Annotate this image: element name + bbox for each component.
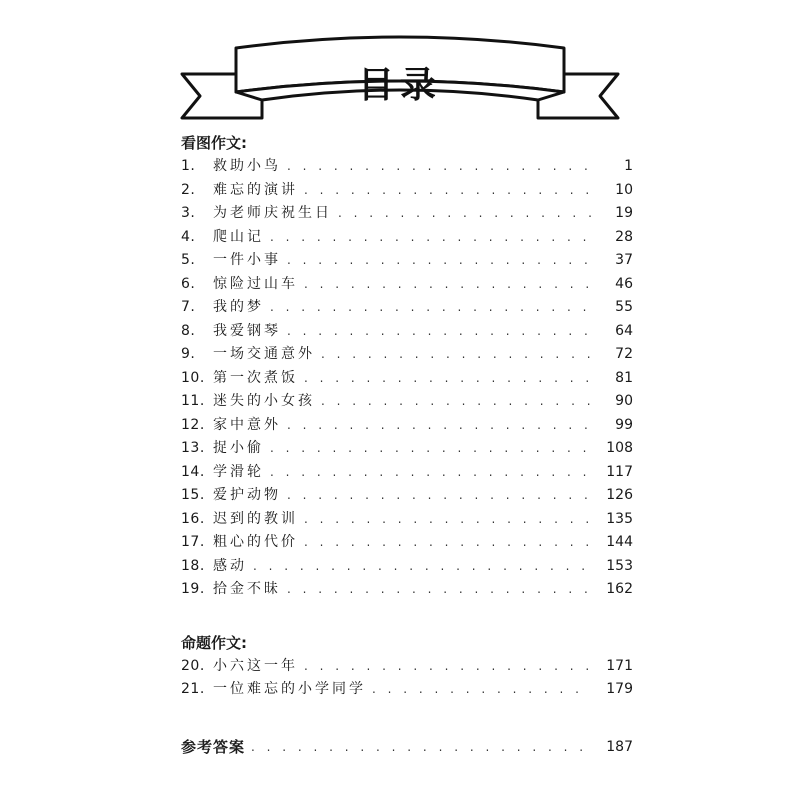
toc-entry-number: 11. — [181, 393, 205, 409]
dot-leader — [270, 226, 591, 250]
dot-leader — [321, 343, 591, 367]
toc-entry-page: 81 — [615, 369, 633, 386]
toc-entry[interactable] — [181, 578, 633, 602]
toc-entry-number: 14. — [181, 463, 205, 480]
section-list-topic-composition — [181, 655, 633, 702]
toc-entry-title: 为老师庆祝生日 — [213, 205, 332, 221]
toc-entry[interactable] — [181, 179, 633, 203]
toc-entry-page: 99 — [615, 416, 633, 433]
toc-entry-title: 我的梦 — [213, 299, 264, 315]
toc-entry-page: 144 — [606, 534, 633, 550]
dot-leader — [338, 202, 591, 226]
dot-leader — [372, 678, 591, 702]
toc-entry-title: 学滑轮 — [213, 463, 264, 480]
toc-entry-page: 135 — [606, 510, 633, 527]
toc-entry-page: 153 — [606, 557, 633, 574]
toc-entry-page: 108 — [606, 440, 633, 456]
dot-leader — [270, 461, 591, 485]
toc-entry-number: 10. — [181, 369, 205, 386]
toc-entry-number: 20. — [181, 657, 205, 674]
toc-entry-number: 13. — [181, 440, 205, 456]
section-heading-picture-composition: 看图作文: — [181, 134, 247, 152]
toc-entry-title: 一场交通意外 — [213, 346, 315, 362]
page-title: 目录 — [357, 65, 442, 106]
dot-leader — [304, 531, 591, 555]
toc-entry-page: 126 — [606, 487, 633, 503]
toc-entry-page: 162 — [606, 581, 633, 597]
toc-entry-number: 7. — [181, 299, 196, 315]
dot-leader — [304, 273, 591, 297]
toc-entry-number: 9. — [181, 346, 196, 362]
toc-entry[interactable] — [181, 655, 633, 679]
toc-entry[interactable] — [181, 202, 633, 226]
toc-entry-number: 16. — [181, 510, 205, 527]
section-list-picture-composition — [181, 155, 633, 602]
toc-entry-number: 4. — [181, 228, 196, 245]
toc-entry-title: 第一次煮饭 — [213, 369, 298, 386]
toc-entry-page: 90 — [615, 393, 633, 409]
section-heading-topic-composition: 命题作文: — [181, 633, 247, 652]
toc-entry-number: 3. — [181, 205, 196, 221]
toc-entry-number: 1. — [181, 158, 196, 174]
toc-entry[interactable] — [181, 414, 633, 438]
dot-leader — [287, 155, 591, 179]
dot-leader — [287, 414, 591, 438]
toc-entry-page: 28 — [615, 228, 633, 245]
toc-entry[interactable] — [181, 390, 633, 414]
toc-entry-page: 1 — [624, 158, 633, 174]
toc-entry[interactable] — [181, 367, 633, 391]
toc-entry[interactable] — [181, 273, 633, 297]
toc-entry-answers[interactable] — [181, 735, 633, 759]
section-spacer — [181, 602, 633, 632]
toc-entry-number: 18. — [181, 557, 205, 574]
toc-entry-number: 21. — [181, 681, 205, 697]
toc-entry[interactable] — [181, 508, 633, 532]
toc-entry[interactable] — [181, 555, 633, 579]
toc-entry[interactable] — [181, 296, 633, 320]
toc-entry-page: 171 — [606, 657, 633, 674]
toc-entry-title: 我爱钢琴 — [213, 322, 281, 339]
toc-entry[interactable] — [181, 343, 633, 367]
toc-entry-number: 17. — [181, 534, 205, 550]
toc-entry-title: 救助小鸟 — [213, 158, 281, 174]
toc-entry[interactable] — [181, 461, 633, 485]
toc-entry[interactable] — [181, 226, 633, 250]
toc-entry-number: 6. — [181, 275, 196, 292]
toc-entry[interactable] — [181, 155, 633, 179]
toc-entry-title: 拾金不昧 — [213, 581, 281, 597]
table-of-contents — [181, 132, 633, 759]
toc-entry-number: 2. — [181, 181, 196, 198]
toc-entry-number: 15. — [181, 487, 205, 503]
toc-entry-number: 19. — [181, 581, 205, 597]
toc-entry[interactable] — [181, 678, 633, 702]
dot-leader — [304, 179, 591, 203]
toc-entry-page: 117 — [606, 463, 633, 480]
toc-entry-page: 72 — [615, 346, 633, 362]
toc-entry-title: 参考答案 — [181, 737, 246, 756]
toc-entry-page: 55 — [615, 299, 633, 315]
section-spacer — [181, 702, 633, 735]
toc-entry[interactable] — [181, 320, 633, 344]
toc-entry-page: 19 — [615, 205, 633, 221]
toc-entry-title: 感动 — [213, 557, 247, 574]
toc-entry-title: 家中意外 — [213, 416, 281, 433]
toc-entry[interactable] — [181, 249, 633, 273]
toc-entry[interactable] — [181, 531, 633, 555]
toc-entry-title: 粗心的代价 — [213, 534, 298, 550]
toc-entry[interactable] — [181, 484, 633, 508]
toc-entry-title: 捉小偷 — [213, 440, 264, 456]
dot-leader — [304, 655, 591, 679]
dot-leader — [287, 484, 591, 508]
dot-leader — [287, 249, 591, 273]
title-banner — [178, 30, 622, 130]
toc-entry-number: 8. — [181, 322, 196, 339]
toc-entry-title: 一件小事 — [213, 252, 281, 268]
toc-entry-title: 爱护动物 — [213, 487, 281, 503]
toc-entry-page: 179 — [606, 681, 633, 697]
dot-leader — [253, 555, 591, 579]
toc-entry[interactable] — [181, 437, 633, 461]
toc-entry-title: 惊险过山车 — [213, 275, 298, 292]
toc-entry-title: 难忘的演讲 — [213, 181, 298, 198]
toc-entry-page: 187 — [606, 738, 633, 755]
dot-leader — [287, 320, 591, 344]
toc-entry-title: 一位难忘的小学同学 — [213, 681, 366, 697]
dot-leader — [287, 578, 591, 602]
toc-entry-title: 小六这一年 — [213, 657, 298, 674]
toc-entry-number: 12. — [181, 416, 205, 433]
dot-leader — [251, 735, 591, 759]
toc-entry-number: 5. — [181, 252, 196, 268]
dot-leader — [270, 437, 591, 461]
toc-entry-page: 10 — [615, 181, 633, 198]
dot-leader — [270, 296, 591, 320]
dot-leader — [304, 508, 591, 532]
toc-entry-page: 46 — [615, 275, 633, 292]
toc-entry-page: 64 — [615, 322, 633, 339]
dot-leader — [304, 367, 591, 391]
toc-entry-title: 爬山记 — [213, 228, 264, 245]
dot-leader — [321, 390, 591, 414]
toc-entry-page: 37 — [615, 252, 633, 268]
toc-entry-title: 迟到的教训 — [213, 510, 298, 527]
toc-entry-title: 迷失的小女孩 — [213, 393, 315, 409]
